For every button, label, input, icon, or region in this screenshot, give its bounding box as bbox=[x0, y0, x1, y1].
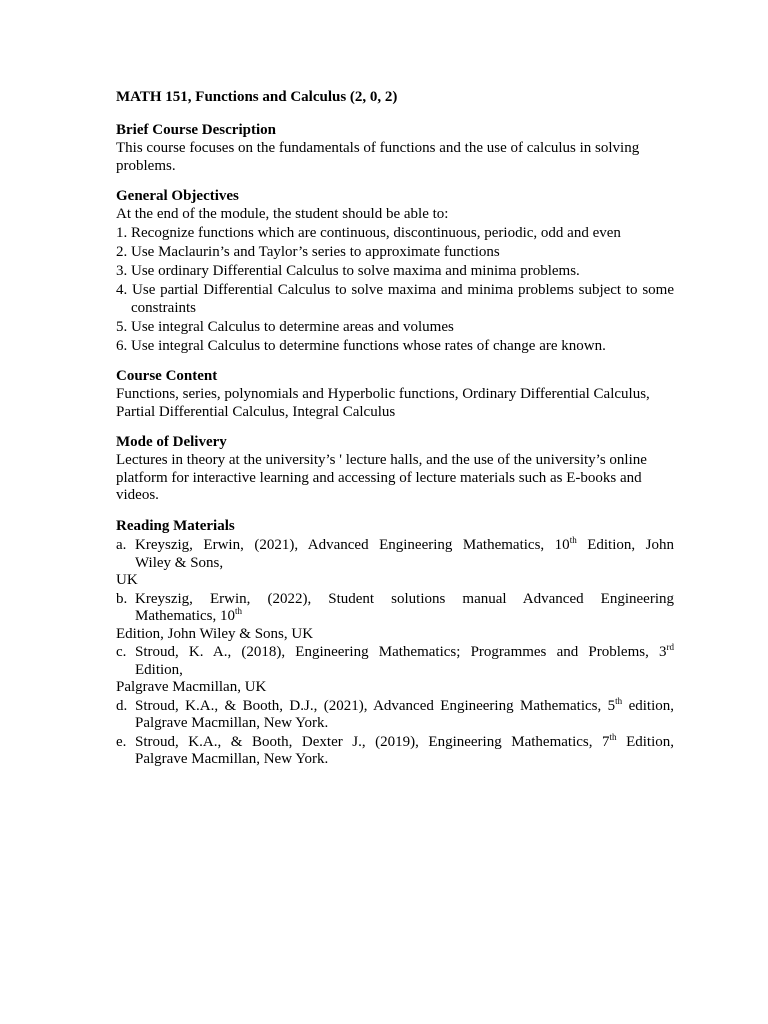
course-title: MATH 151, Functions and Calculus (2, 0, 2) bbox=[116, 89, 398, 105]
reference-line bbox=[135, 644, 674, 662]
objective-item: 4. Use partial Differential Calculus to solve maxima and minima problems subject to some constraints bbox=[116, 282, 674, 316]
reference-text: Mathematics, 10 bbox=[135, 608, 235, 624]
objective-item: 6. Use integral Calculus to determine functions whose rates of change are known. bbox=[116, 337, 606, 354]
brief-description-heading: Brief Course Description bbox=[116, 122, 276, 138]
reading-heading: Reading Materials bbox=[116, 517, 235, 534]
reading-section bbox=[116, 517, 674, 769]
reference-item bbox=[116, 644, 674, 679]
reference-line: Palgrave Macmillan, New York. bbox=[135, 751, 329, 767]
delivery-heading: Mode of Delivery bbox=[116, 434, 227, 450]
reading-list bbox=[116, 537, 674, 769]
reference-superscript: rd bbox=[666, 642, 674, 652]
course-content-text: Functions, series, polynomials and Hyperbolic functions, Ordinary Differential Calculus, Partial Differential Calculus, Integral Calculus bbox=[116, 386, 650, 420]
reference-text: Kreyszig, Erwin, (2022), Student solutions manual Advanced Engineering bbox=[135, 590, 674, 607]
reference-item bbox=[116, 731, 674, 769]
reference-item bbox=[116, 537, 674, 572]
delivery-section bbox=[116, 433, 674, 505]
reference-superscript: th bbox=[569, 535, 577, 545]
objectives-intro: At the end of the module, the student should be able to: bbox=[116, 206, 449, 222]
reference-text: Edition, John bbox=[576, 537, 674, 553]
reference-superscript: th bbox=[615, 695, 623, 706]
objective-item: 1. Recognize functions which are continuous, discontinuous, periodic, odd and even bbox=[116, 225, 621, 241]
reference-text: Stroud, K.A., & Booth, Dexter J., (2019), Engineering Mathematics, 7 bbox=[135, 733, 610, 750]
document-body bbox=[116, 87, 674, 781]
reference-line bbox=[135, 591, 674, 609]
reference-marker: c. bbox=[116, 644, 127, 660]
reference-line bbox=[135, 695, 674, 716]
reference-line bbox=[135, 608, 674, 626]
objectives-heading: General Objectives bbox=[116, 188, 239, 204]
reference-text: Stroud, K. A., (2018), Engineering Mathematics; Programmes and Problems, 3 bbox=[135, 644, 667, 660]
objective-item: 2. Use Maclaurin’s and Taylor’s series to approximate functions bbox=[116, 244, 500, 260]
brief-description-section bbox=[116, 121, 674, 175]
reference-text: Stroud, K.A., & Booth, D.J., (2021), Advanced Engineering Mathematics, 5 bbox=[135, 697, 616, 714]
reference-text: edition, bbox=[622, 697, 674, 714]
reference-line: Wiley & Sons, bbox=[135, 554, 224, 571]
reference-line bbox=[135, 731, 674, 752]
reference-continuation: Edition, John Wiley & Sons, UK bbox=[116, 625, 314, 642]
delivery-text: Lectures in theory at the university’s ' lecture halls, and the use of the university’s online platform for interactive learning and accessing of lecture materials such as E-books and videos. bbox=[116, 452, 647, 503]
brief-description-text: This course focuses on the fundamentals of functions and the use of calculus in solving problems. bbox=[116, 140, 640, 174]
reference-superscript: th bbox=[609, 731, 617, 742]
reference-line: Palgrave Macmillan, New York. bbox=[135, 715, 329, 731]
reference-marker: d. bbox=[116, 697, 128, 714]
objectives-list bbox=[116, 225, 674, 355]
objective-item: 3. Use ordinary Differential Calculus to solve maxima and minima problems. bbox=[116, 263, 580, 279]
reference-item bbox=[116, 695, 674, 733]
course-content-section bbox=[116, 367, 674, 421]
reference-marker: b. bbox=[116, 590, 128, 607]
reference-text: Kreyszig, Erwin, (2021), Advanced Engineering Mathematics, 10 bbox=[135, 537, 570, 553]
reference-superscript: th bbox=[234, 606, 242, 616]
reference-marker: e. bbox=[116, 733, 127, 750]
reference-line bbox=[135, 537, 674, 555]
course-content-heading: Course Content bbox=[116, 368, 218, 384]
objective-item: 5. Use integral Calculus to determine areas and volumes bbox=[116, 318, 454, 335]
objectives-section bbox=[116, 187, 674, 355]
reference-item bbox=[116, 591, 674, 626]
reference-continuation: Palgrave Macmillan, UK bbox=[116, 679, 267, 695]
reference-marker: a. bbox=[116, 537, 127, 553]
reference-text: Edition, bbox=[616, 733, 674, 750]
reference-continuation: UK bbox=[116, 572, 138, 588]
reference-line: Edition, bbox=[135, 661, 183, 678]
